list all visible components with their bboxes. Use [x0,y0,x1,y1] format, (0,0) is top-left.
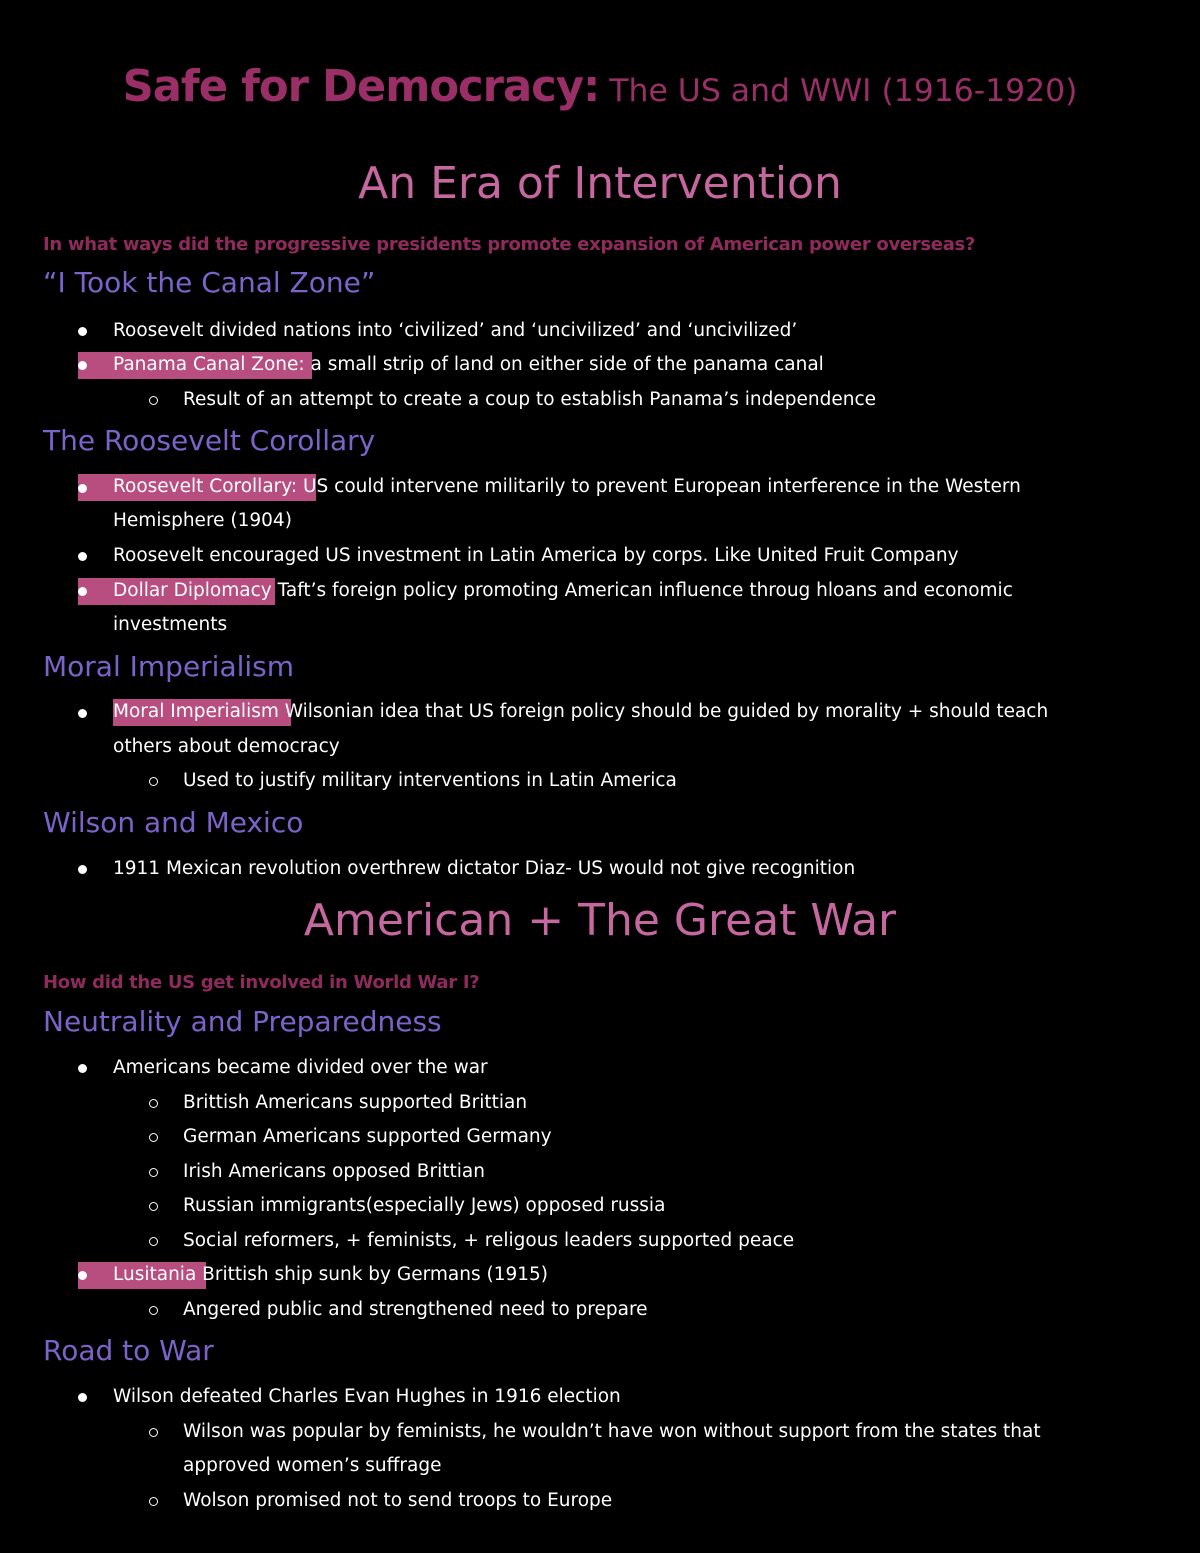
bullet [78,361,87,370]
heading-wilson-mexico: Wilson and Mexico [43,806,304,839]
note-line: Americans became divided over the war [113,1057,488,1078]
sub-bullet [149,1133,158,1142]
note-line: Irish Americans opposed Brittian [183,1161,485,1182]
note-line: Russian immigrants(especially Jews) opposed russia [183,1195,666,1216]
note-line [113,578,1013,604]
term-lusitania: Lusitania [113,1264,197,1285]
definition: Brittish ship sunk by Germans (1915) [196,1264,548,1285]
bullet [78,1064,87,1073]
note-line: Wilson defeated Charles Evan Hughes in 1916 election [113,1386,621,1407]
bullet [78,865,87,874]
term-roosevelt-corollary: Roosevelt Corollary: [113,476,298,497]
note-line: Used to justify military interventions in Latin America [183,770,677,791]
note-line: German Americans supported Germany [183,1126,552,1147]
note-line: Roosevelt encouraged US investment in Latin America by corps. Like United Fruit Company [113,545,959,566]
note-line: Result of an attempt to create a coup to establish Panama’s independence [183,389,876,410]
sub-bullet [149,1237,158,1246]
bullet [78,484,87,493]
note-line-cont: Hemisphere (1904) [113,510,292,531]
term-panama-canal-zone: Panama Canal Zone: [113,354,305,375]
sub-bullet [149,1497,158,1506]
bullet [78,709,87,718]
definition: Wilsonian idea that US foreign policy should be guided by morality + should teach [278,701,1049,722]
note-line: Wolson promised not to send troops to Europe [183,1490,613,1511]
heading-roosevelt-corollary: The Roosevelt Corollary [43,424,376,457]
heading-neutrality: Neutrality and Preparedness [43,1005,442,1038]
page-title-bold: Safe for Democracy: [122,62,600,112]
sub-bullet [149,1168,158,1177]
note-line: 1911 Mexican revolution overthrew dictator Diaz- US would not give recognition [113,858,856,879]
page-title [0,62,1200,112]
question-great-war: How did the US get involved in World War I? [43,972,480,993]
sub-bullet [149,1202,158,1211]
note-line: Brittish Americans supported Brittian [183,1092,528,1113]
bullet [78,1393,87,1402]
heading-moral-imperialism: Moral Imperialism [43,650,295,683]
sub-bullet [149,1099,158,1108]
sub-bullet [149,396,158,405]
bullet [78,1271,87,1280]
sub-bullet [149,1306,158,1315]
sub-bullet [149,777,158,786]
sub-bullet [149,1428,158,1437]
section-title-intervention: An Era of Intervention [358,158,842,209]
note-line [113,352,824,378]
question-intervention: In what ways did the progressive presidents promote expansion of American power overseas? [43,234,976,255]
note-line [113,474,1021,500]
page-title-rest: The US and WWI (1916-1920) [599,73,1078,109]
note-line: Wilson was popular by feminists, he wouldn’t have won without support from the states that [183,1421,1041,1442]
section-title-great-war: American + The Great War [303,895,897,946]
term-dollar-diplomacy: Dollar Diplomacy [113,580,272,601]
note-line: Angered public and strengthened need to prepare [183,1299,648,1320]
bullet [78,587,87,596]
note-line-cont: others about democracy [113,736,340,757]
note-line [113,699,1048,725]
note-line-cont: investments [113,614,228,635]
term-moral-imperialism: Moral Imperialism [113,701,279,722]
note-line [113,1262,548,1288]
definition: US could intervene militarily to prevent European interference in the Western [297,476,1021,497]
bullet [78,327,87,336]
bullet [78,552,87,561]
heading-road-to-war: Road to War [43,1334,214,1367]
definition: a small strip of land on either side of the panama canal [304,354,824,375]
definition: Taft’s foreign policy promoting American influence throug hloans and economic [271,580,1013,601]
note-line: Roosevelt divided nations into ‘civilized’ and ‘uncivilized’ and ‘uncivilized’ [113,320,798,341]
heading-canal-zone: “I Took the Canal Zone” [43,266,376,299]
note-line: Social reformers, + feminists, + religous leaders supported peace [183,1230,795,1251]
note-line-cont: approved women’s suffrage [183,1455,442,1476]
